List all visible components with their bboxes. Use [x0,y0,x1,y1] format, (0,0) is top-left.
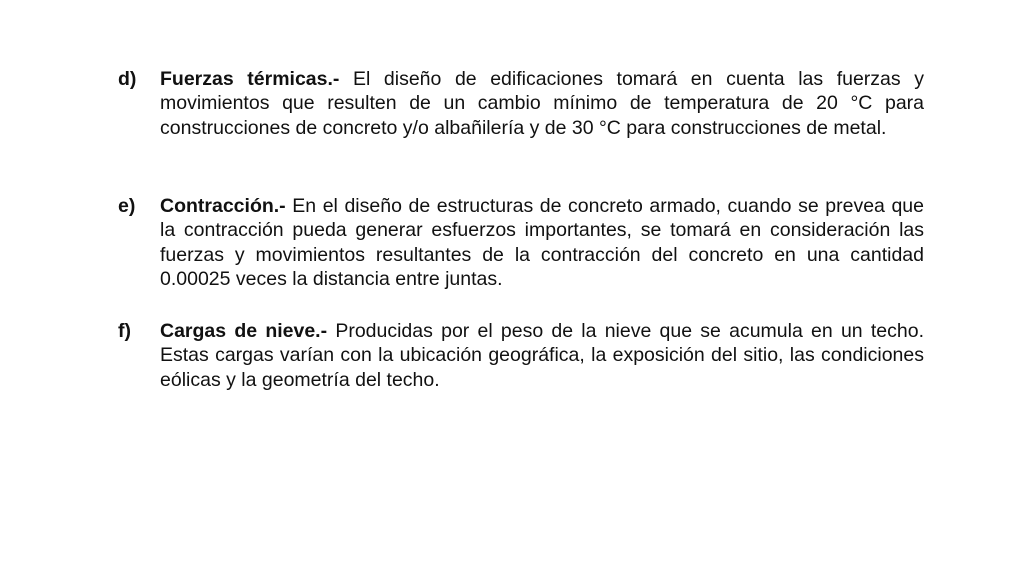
item-heading: Fuerzas térmicas.- [160,68,340,90]
list-marker: d) [118,68,137,90]
list-marker: f) [118,320,131,342]
item-heading: Contracción.- [160,195,286,217]
list-marker: e) [118,195,136,217]
paragraph [160,194,924,291]
item-body: El diseño de edificaciones tomará en cuenta las fuerzas y movimientos que resulten de un cambio mínimo de temperatura de 20 °C para construcciones de concreto y/o albañilería y de 30 °C para construcciones de metal. [160,68,924,139]
item-heading: Cargas de nieve.- [160,320,328,342]
list-item-snow-loads [118,319,924,392]
item-body: Producidas por el peso de la nieve que se acumula en un techo. Estas cargas varían con la ubicación geográfica, la exposición del sitio, las condiciones eólicas y la geometría del techo. [160,320,924,391]
item-body: En el diseño de estructuras de concreto armado, cuando se prevea que la contracción pueda generar esfuerzos importantes, se tomará en consideración las fuerzas y movimientos resultantes de la contracción del concreto en una cantidad 0.00025 veces la distancia entre juntas. [160,195,924,290]
paragraph [160,319,924,392]
list-item-contraction [118,194,924,291]
list-item-thermal-forces [118,67,924,140]
paragraph [160,67,924,140]
